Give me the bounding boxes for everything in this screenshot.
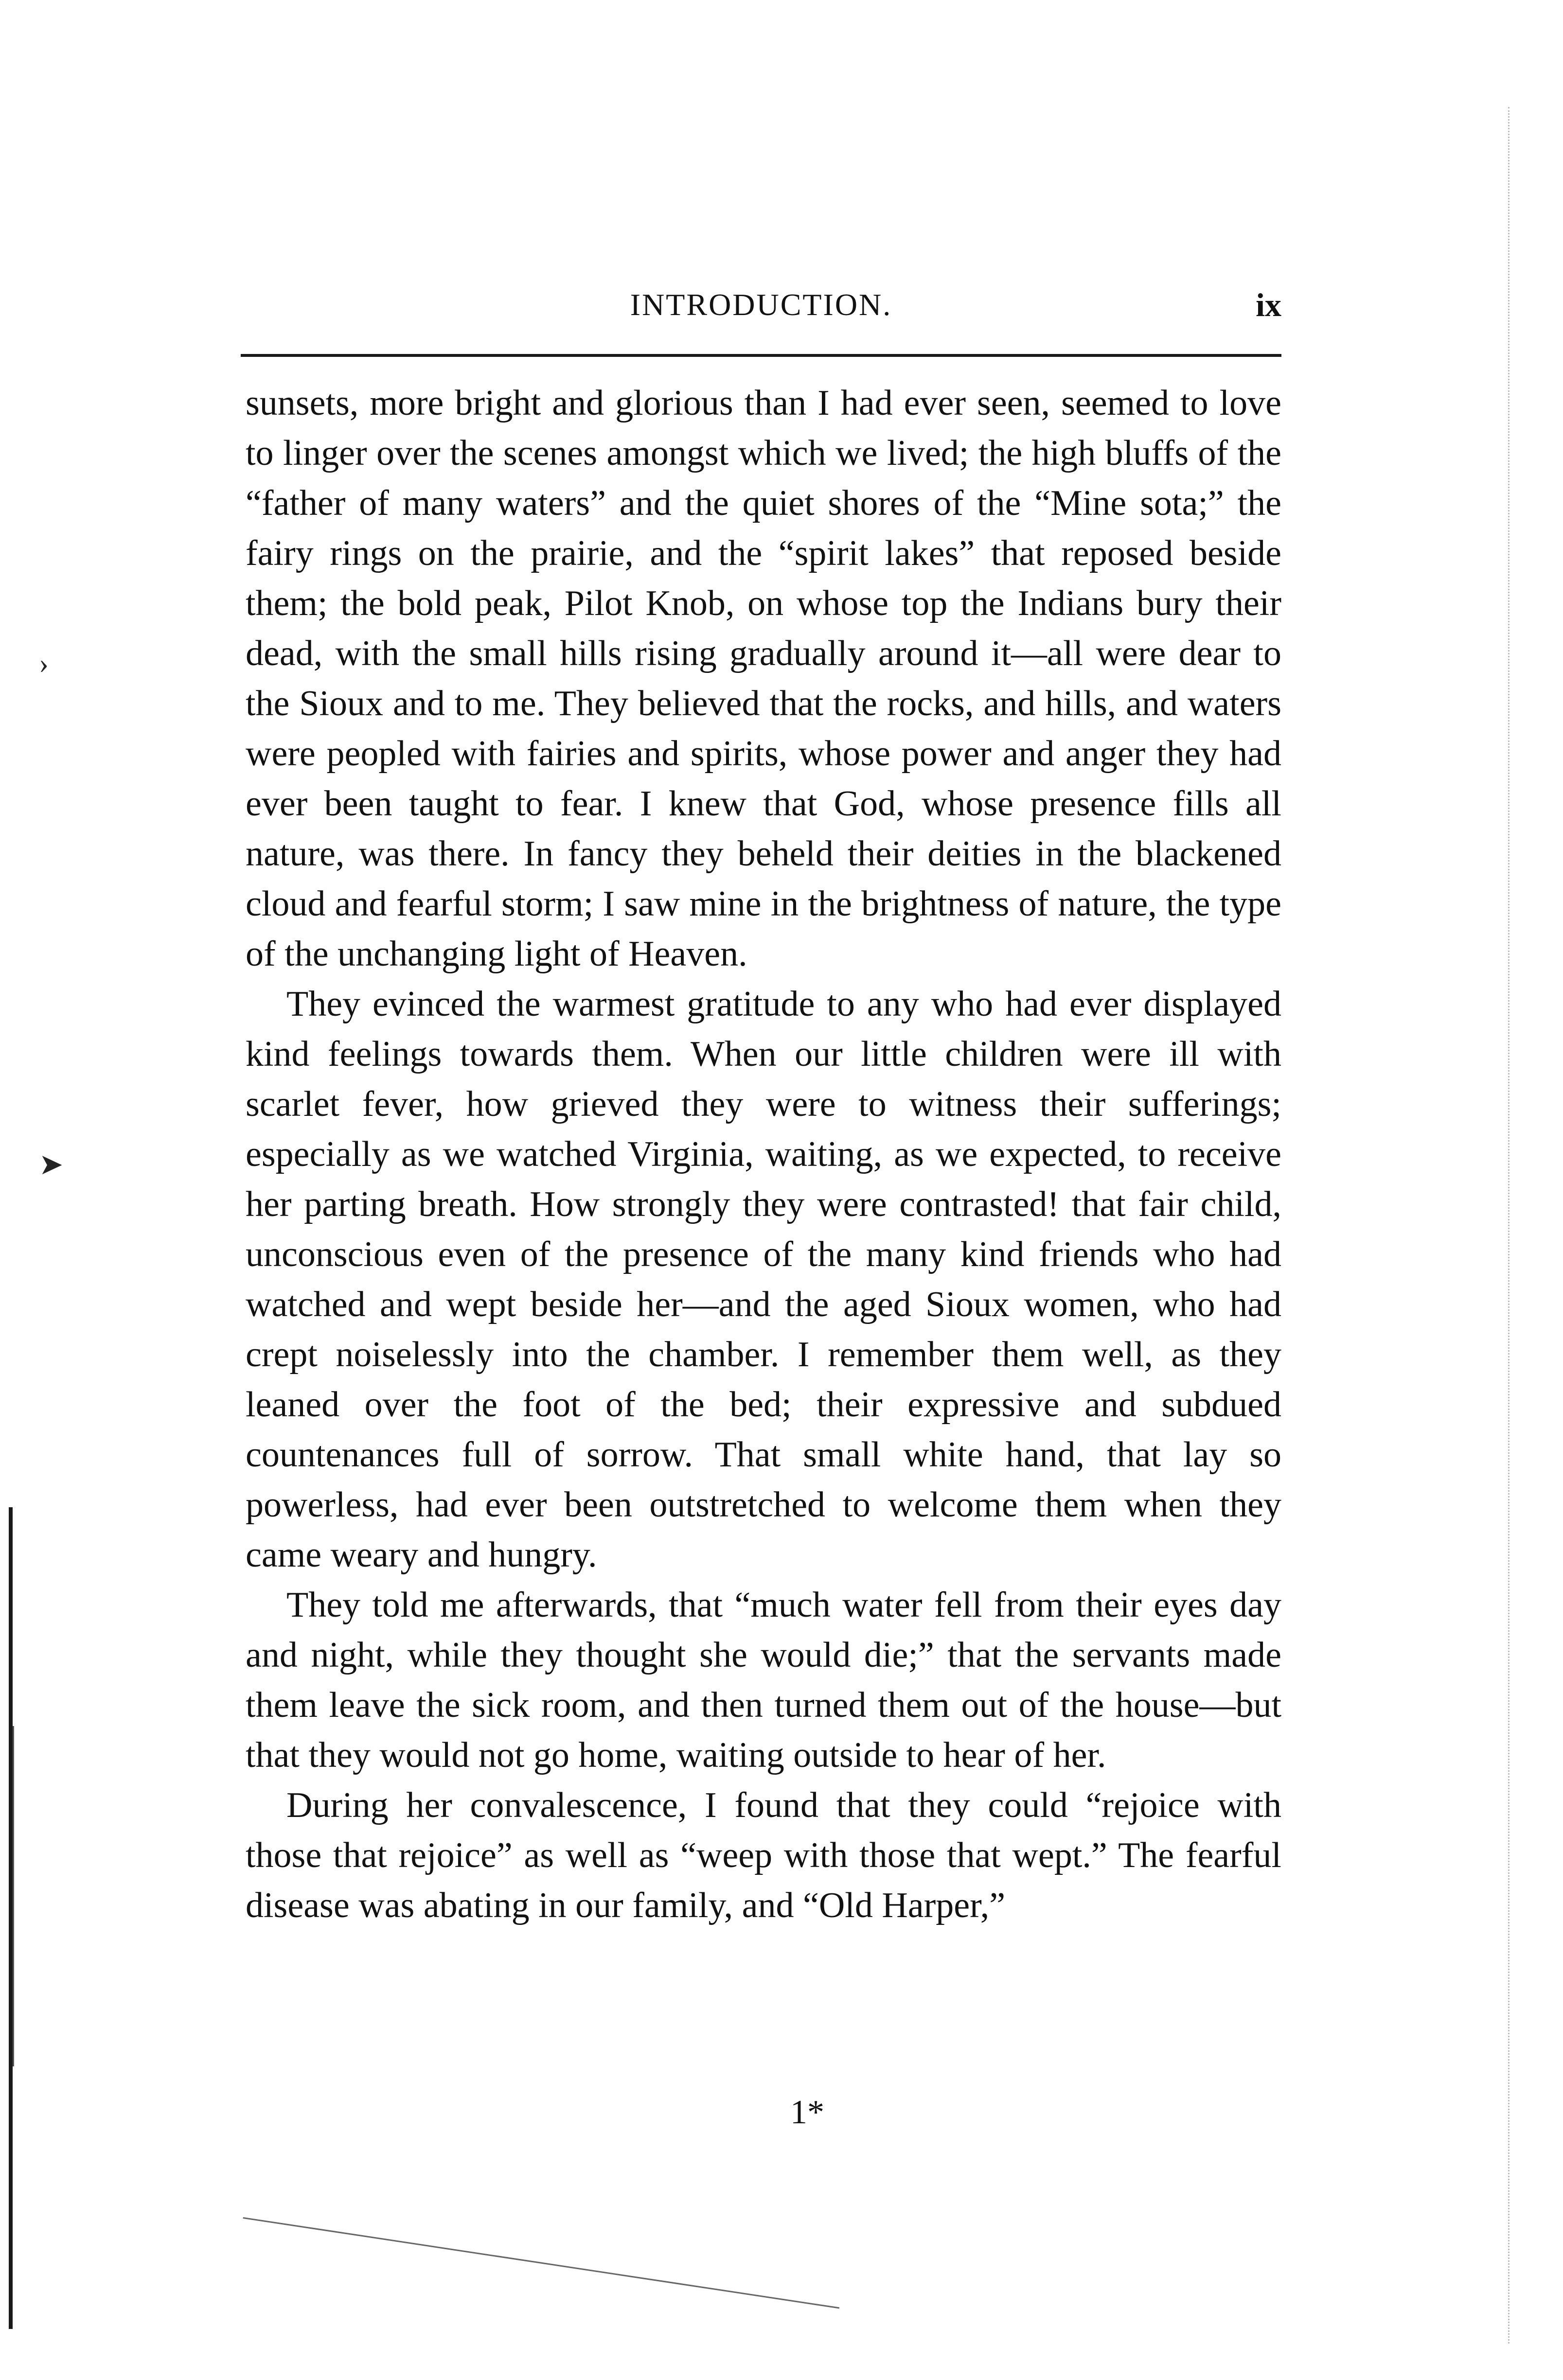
running-head [241, 283, 1281, 327]
paragraph-continued: sunsets, more bright and glorious than I had ever seen, seemed to love to linger over the scenes amongst which we lived; the high bluffs of the “father of many waters” and the quiet shores of the “Mine sota;” the fairy rings on the prairie, and the “spirit lakes” that reposed beside them; the bold peak, Pilot Knob, on whose top the Indians bury their dead, with the small hills rising gradually around it—all were dear to the Sioux and to me. They believed that the rocks, and hills, and waters were peopled with fairies and spirits, whose power and anger they had ever been taught to fear. I knew that God, whose presence fills all nature, was there. In fancy they beheld their deities in the blackened cloud and fearful storm; I saw mine in the brightness of nature, the type of the unchanging light of Heaven. [246, 383, 1281, 974]
scan-artifact-line [243, 2217, 840, 2309]
scan-edge-dots [1506, 107, 1510, 2344]
paragraph: During her convalescence, I found that they could “rejoice with those that rejoice” as well as “weep with those that wept.” The fearful disease was abating in our family, and “Old Harper,” [246, 1785, 1281, 1925]
header-rule [241, 354, 1281, 357]
paragraph: They told me afterwards, that “much water fell from their eyes day and night, while they thought she would die;” that the servants made them leave the sick room, and then turned them out of the house—but that they would not go home, waiting outside to hear of her. [246, 1585, 1281, 1775]
signature-mark: 1* [790, 2094, 824, 2131]
body-text [246, 378, 1281, 1931]
paragraph: They evinced the warmest gratitude to any who had ever displayed kind feelings towards them. When our little children were ill with scarlet fever, how grieved they were to witness their sufferings; especially as we watched Virginia, waiting, as we expected, to receive her parting breath. How strongly they were contrasted! that fair child, unconscious even of the presence of the many kind friends who had watched and wept beside her—and the aged Sioux women, who had crept noiselessly into the chamber. I remember them well, as they leaned over the foot of the bed; their expressive and subdued countenances full of sorrow. That small white hand, that lay so powerless, had ever been outstretched to welcome them when they came weary and hungry. [246, 984, 1281, 1575]
running-head-title: INTRODUCTION. [630, 287, 892, 322]
binding-edge [9, 1507, 13, 2329]
binding-edge-shadow [13, 1726, 14, 2066]
margin-mark-icon: › [39, 647, 49, 679]
page-number: ix [1256, 286, 1281, 323]
margin-mark-icon: ➤ [39, 1148, 64, 1181]
